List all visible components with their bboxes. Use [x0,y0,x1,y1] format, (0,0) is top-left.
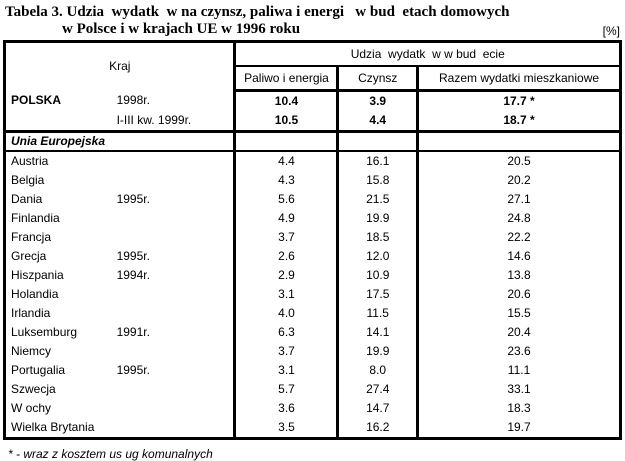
cell-fuel: 10.4 [235,91,338,112]
cell-rent: 10.9 [338,266,418,285]
cell-year [111,418,235,439]
table-row-hiszpania [5,266,621,285]
cell-fuel: 3.5 [235,418,338,439]
cell-rent: 16.2 [338,418,418,439]
table-row-francja [5,228,621,247]
cell-rent: 27.4 [338,380,418,399]
cell-total: 24.8 [507,211,531,225]
cell-year [111,304,235,323]
table-row-poland-1999 [5,111,621,132]
cell-fuel-empty [235,132,338,152]
cell-total: 20.2 [507,173,531,187]
header-col-rent: Czynsz [338,66,418,91]
cell-total: 11.1 [507,363,531,377]
cell-year: 1995r. [111,361,235,380]
cell-total: 13.8 [507,268,531,282]
header-col-fuel: Paliwo i energia [235,66,338,91]
cell-total: 18.3 [507,401,531,415]
table-row-austria [5,151,621,171]
cell-rent: 11.5 [338,304,418,323]
cell-rent: 17.5 [338,285,418,304]
table-row-poland-1998 [5,91,621,112]
cell-country: Dania [11,192,43,206]
cell-year [111,399,235,418]
cell-year: 1995r. [111,190,235,209]
cell-total: 18.7 * [418,111,621,132]
cell-fuel: 3.7 [235,228,338,247]
cell-year [111,209,235,228]
cell-total: 15.5 [507,306,531,320]
cell-fuel: 4.0 [235,304,338,323]
cell-year [111,228,235,247]
cell-country: Belgia [11,173,45,187]
cell-fuel: 3.1 [235,361,338,380]
table-row-dania [5,190,621,209]
cell-rent-empty [338,132,418,152]
table-title-block [3,4,622,38]
table-row-szwecja [5,380,621,399]
unit-label: [%] [602,24,620,38]
cell-total: 17.7 * [503,94,535,108]
cell-rent: 3.9 [338,91,418,112]
cell-country: Finlandia [11,211,60,225]
cell-total: 27.1 [507,192,531,206]
cell-country [5,111,111,132]
cell-country: Portugalia [11,363,66,377]
table-row-finlandia [5,209,621,228]
cell-country: Grecja [11,249,47,263]
cell-total: 20.6 [507,287,531,301]
cell-fuel: 4.9 [235,209,338,228]
cell-fuel: 3.6 [235,399,338,418]
cell-fuel: 5.7 [235,380,338,399]
cell-rent: 21.5 [338,190,418,209]
cell-fuel: 10.5 [235,111,338,132]
header-row-group [5,42,621,67]
cell-rent: 16.1 [338,151,418,171]
cell-country: Niemcy [11,344,52,358]
cell-rent: 14.7 [338,399,418,418]
cell-country: Irlandia [11,306,51,320]
cell-year: 1994r. [111,266,235,285]
cell-country: Szwecja [11,382,56,396]
table-row-niemcy [5,342,621,361]
cell-fuel: 2.9 [235,266,338,285]
header-kraj: Kraj [5,42,235,91]
cell-rent: 19.9 [338,209,418,228]
cell-year [111,171,235,190]
table-title-line2: w Polsce i w krajach UE w 1996 roku [62,21,301,37]
table-row-grecja [5,247,621,266]
table-row-holandia [5,285,621,304]
cell-fuel: 4.4 [235,151,338,171]
cell-country: Wielka Brytania [11,420,95,434]
cell-rent: 14.1 [338,323,418,342]
cell-rent: 15.8 [338,171,418,190]
cell-rent: 19.9 [338,342,418,361]
cell-fuel: 4.3 [235,171,338,190]
cell-year [111,380,235,399]
footnote: * - wraz z kosztem us ug komunalnych [8,447,213,461]
table-row-wielka-brytania [5,418,621,439]
cell-total: 14.6 [507,249,531,263]
cell-country: Austria [11,154,49,168]
statistics-table [3,40,622,440]
cell-rent: 18.5 [338,228,418,247]
table-row-irlandia [5,304,621,323]
table-row-luksemburg [5,323,621,342]
header-col-total: Razem wydatki mieszkaniowe [418,66,621,91]
cell-country: Francja [11,230,52,244]
cell-total: 20.5 [507,154,531,168]
table-row-section-eu [5,132,621,152]
table-row-belgia [5,171,621,190]
cell-country: Holandia [11,287,59,301]
cell-country: Hiszpania [11,268,64,282]
section-label: Unia Europejska [5,132,235,152]
table-row-wlochy [5,399,621,418]
cell-country: W ochy [11,401,52,415]
cell-fuel: 3.7 [235,342,338,361]
cell-fuel: 3.1 [235,285,338,304]
header-group: Udzia wydatk w w bud ecie [235,42,621,67]
cell-year [111,151,235,171]
cell-fuel: 2.6 [235,247,338,266]
cell-total: 22.2 [507,230,531,244]
cell-rent: 8.0 [338,361,418,380]
cell-fuel: 5.6 [235,190,338,209]
cell-fuel: 6.3 [235,323,338,342]
cell-total: 33.1 [507,382,531,396]
cell-total: 23.6 [507,344,531,358]
cell-country: POLSKA [11,93,62,108]
cell-year: 1998r. [111,91,235,112]
cell-year: 1995r. [111,247,235,266]
table-title-line1: Tabela 3. Udzia wydatk w na czynsz, paliwa i energi w bud etach domowych [5,4,510,20]
cell-total: 20.4 [507,325,531,339]
cell-total: 19.7 [507,420,531,434]
cell-rent: 12.0 [338,247,418,266]
cell-year: 1991r. [111,323,235,342]
cell-year [111,285,235,304]
table-row-portugalia [5,361,621,380]
cell-year: I-III kw. 1999r. [111,111,235,132]
cell-total-empty [418,132,621,152]
cell-rent: 4.4 [338,111,418,132]
cell-year [111,342,235,361]
cell-country: Luksemburg [11,325,78,339]
